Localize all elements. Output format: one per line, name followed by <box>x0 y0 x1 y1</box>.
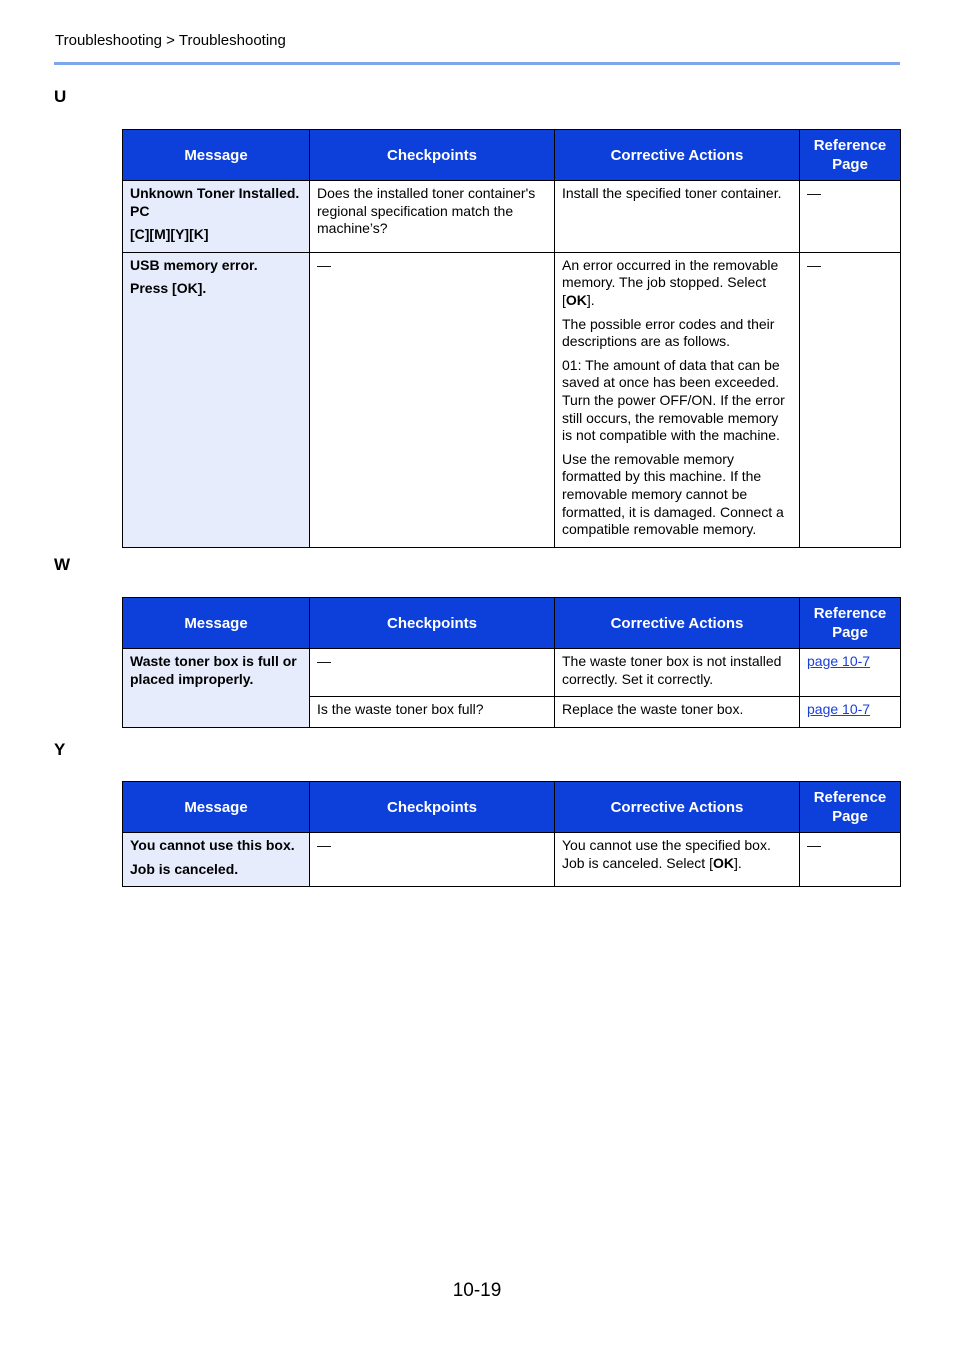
column-header-reference-page: Reference Page <box>800 598 901 649</box>
header-divider <box>54 62 900 65</box>
table-y <box>122 781 901 887</box>
action-text: An error occurred in the removable memory. The job stopped. Select [OK]. <box>562 256 779 308</box>
checkpoint-cell: — <box>310 833 555 887</box>
action-cell: The waste toner box is not installed correctly. Set it correctly. <box>555 649 800 697</box>
reference-link[interactable]: page 10-7 <box>807 653 871 669</box>
column-header-checkpoints: Checkpoints <box>310 130 555 181</box>
table-row <box>123 833 901 887</box>
column-header-corrective-actions: Corrective Actions <box>555 598 800 649</box>
section-letter-u: U <box>54 87 67 106</box>
message-text: You cannot use this box. <box>130 837 295 853</box>
message-cell: Waste toner box is full or placed improperly. <box>123 649 310 728</box>
column-header-message: Message <box>123 782 310 833</box>
table-w <box>122 597 901 728</box>
column-header-corrective-actions: Corrective Actions <box>555 782 800 833</box>
table-header-row <box>123 598 901 649</box>
column-header-corrective-actions: Corrective Actions <box>555 130 800 181</box>
checkpoint-cell: — <box>310 649 555 697</box>
action-cell <box>555 252 800 547</box>
action-text: The possible error codes and their descriptions are as follows. <box>562 315 775 350</box>
column-header-checkpoints: Checkpoints <box>310 782 555 833</box>
message-cell <box>123 252 310 547</box>
page-number: 10-19 <box>452 1280 502 1301</box>
message-text: USB memory error. <box>130 256 258 273</box>
checkpoint-cell: — <box>310 252 555 547</box>
message-cell <box>123 833 310 887</box>
column-header-message: Message <box>123 598 310 649</box>
reference-link[interactable]: page 10-7 <box>807 701 871 718</box>
table-header-row <box>123 782 901 833</box>
message-text: Unknown Toner Installed. PC <box>130 185 300 219</box>
checkpoint-cell: Does the installed toner container's regional specification match the machine’s? <box>310 181 555 253</box>
reference-cell: — <box>800 181 901 253</box>
message-text: Press [OK]. <box>130 280 207 297</box>
action-cell: Install the specified toner container. <box>555 181 800 253</box>
ok-key-label: OK <box>565 291 587 308</box>
ok-key-label: OK <box>712 854 734 871</box>
table-row <box>123 181 901 253</box>
reference-cell: — <box>800 833 901 887</box>
message-text: Job is canceled. <box>130 860 239 877</box>
table-header-row <box>123 130 901 181</box>
reference-cell <box>800 697 901 728</box>
column-header-checkpoints: Checkpoints <box>310 598 555 649</box>
checkpoint-cell: Is the waste toner box full? <box>310 697 555 728</box>
column-header-reference-page: Reference Page <box>800 130 901 181</box>
column-header-message: Message <box>123 130 310 181</box>
section-letter-y: Y <box>54 740 66 759</box>
column-header-reference-page: Reference Page <box>800 782 901 833</box>
table-row <box>123 252 901 547</box>
message-text: [C][M][Y][K] <box>130 226 209 243</box>
action-cell: Replace the waste toner box. <box>555 697 800 728</box>
action-text: Use the removable memory formatted by this machine. If the removable memory cannot be formatted, it is damaged. Connect a compatible removable memory. <box>562 450 784 538</box>
section-letter-w: W <box>54 555 71 574</box>
action-cell: You cannot use the specified box. Job is canceled. Select [OK]. <box>555 833 800 887</box>
table-row <box>123 649 901 697</box>
action-text: 01: The amount of data that can be saved at once has been exceeded. Turn the power OFF/ON. If the error still occurs, the removable memory is not compatible with the machine. <box>562 356 785 444</box>
table-u <box>122 129 901 548</box>
breadcrumb: Troubleshooting > Troubleshooting <box>55 32 286 49</box>
reference-cell: — <box>800 252 901 547</box>
message-cell <box>123 181 310 253</box>
reference-cell <box>800 649 901 697</box>
